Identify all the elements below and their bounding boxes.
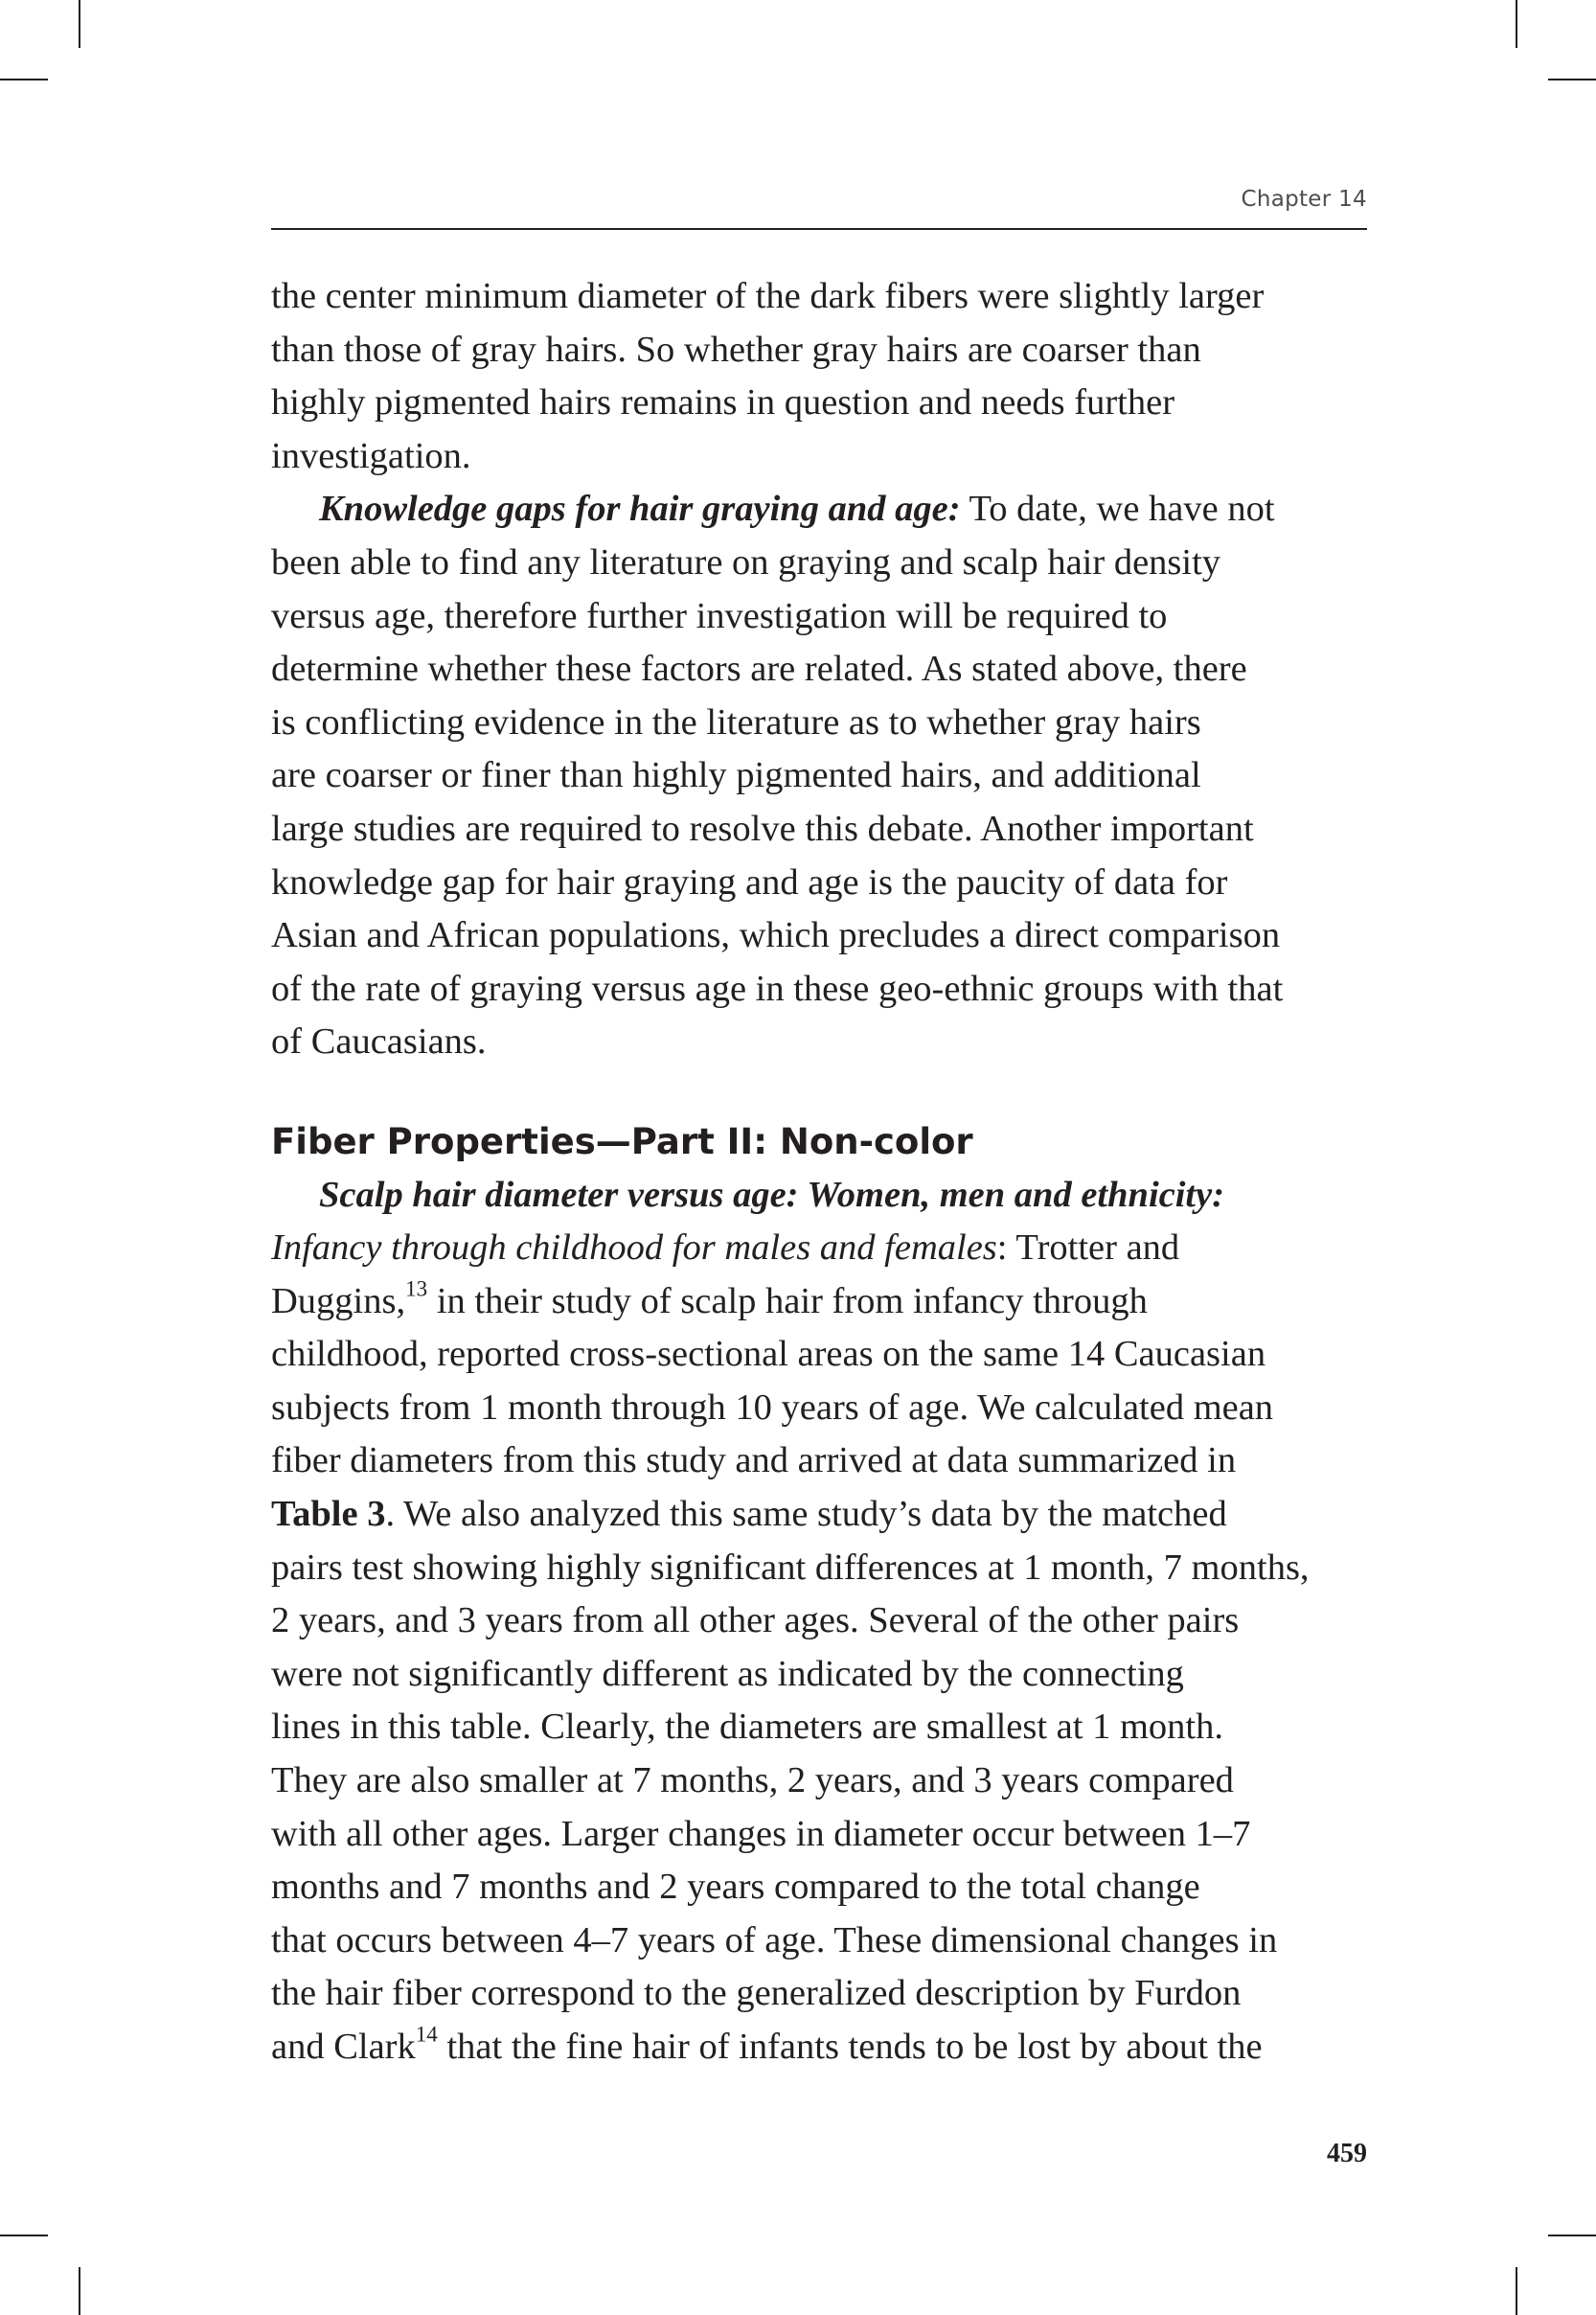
text-line: than those of gray hairs. So whether gray hairs are coarser than — [271, 329, 1201, 370]
text-line: Asian and African populations, which precludes a direct comparison — [271, 915, 1281, 956]
text-line: versus age, therefore further investigation will be required to — [271, 595, 1168, 636]
text-line: of Caucasians. — [271, 1021, 487, 1063]
text-line: the center minimum diameter of the dark fibers were slightly larger — [271, 276, 1265, 316]
text-run: . We also analyzed this same study’s data by the matched — [385, 1494, 1227, 1535]
text-line: been able to find any literature on graying and scalp hair density — [271, 541, 1221, 583]
text-run: : Trotter and — [996, 1227, 1180, 1269]
crop-mark-bottom-right-horizontal — [1548, 2235, 1596, 2236]
text-line: is conflicting evidence in the literature as to whether gray hairs — [271, 701, 1201, 743]
text-line: knowledge gap for hair graying and age is the paucity of data for — [271, 861, 1228, 903]
crop-mark-top-left-vertical — [79, 0, 80, 48]
reference-13: 13 — [405, 1275, 428, 1301]
crop-mark-bottom-right-vertical — [1516, 2267, 1517, 2315]
text-line: with all other ages. Larger changes in diameter occur between 1–7 — [271, 1813, 1251, 1854]
text-line: pairs test showing highly significant differences at 1 month, 7 months, — [271, 1547, 1310, 1588]
text-line: lines in this table. Clearly, the diameters are smallest at 1 month. — [271, 1707, 1223, 1748]
reference-14: 14 — [415, 2021, 438, 2047]
text-line: of the rate of graying versus age in these geo-ethnic groups with that — [271, 968, 1284, 1009]
body-text — [271, 270, 1367, 2074]
page-number: 459 — [1327, 2139, 1367, 2168]
text-run: that the fine hair of infants tends to be lost by about the — [437, 2027, 1263, 2067]
text-line: subjects from 1 month through 10 years of age. We calculated mean — [271, 1387, 1274, 1428]
crop-mark-bottom-left-vertical — [79, 2267, 80, 2315]
section-heading: Fiber Properties—Part II: Non-color — [271, 1120, 973, 1162]
paragraph-2 — [271, 483, 1367, 1069]
text-line: large studies are required to resolve this debate. Another important — [271, 808, 1254, 849]
text-line — [271, 2021, 1367, 2074]
paragraph-1 — [271, 270, 1367, 483]
crop-mark-top-right-vertical — [1516, 0, 1517, 48]
text-line: the hair fiber correspond to the generalized description by Furdon — [271, 1973, 1242, 2014]
text-line: were not significantly different as indicated by the connecting — [271, 1653, 1184, 1694]
text-line — [271, 483, 1367, 537]
crop-mark-bottom-left-horizontal — [0, 2235, 48, 2236]
text-line: childhood, reported cross-sectional areas on the same 14 Caucasian — [271, 1334, 1266, 1375]
run-in-heading: Knowledge gaps for hair graying and age: — [319, 489, 961, 530]
text-line: investigation. — [271, 435, 471, 476]
text-line: fiber diameters from this study and arrived at data summarized in — [271, 1440, 1237, 1481]
text-line — [271, 1222, 1367, 1275]
text-line: highly pigmented hairs remains in question and needs further — [271, 382, 1175, 424]
text-run: in their study of scalp hair from infancy through — [427, 1280, 1148, 1321]
crop-mark-top-right-horizontal — [1548, 79, 1596, 80]
text-line: months and 7 months and 2 years compared to the total change — [271, 1867, 1200, 1908]
table-reference: Table 3 — [271, 1494, 386, 1535]
crop-mark-top-left-horizontal — [0, 79, 48, 80]
header-rule — [271, 228, 1367, 230]
paragraph-3 — [271, 1169, 1367, 2074]
text-line: determine whether these factors are related. As stated above, there — [271, 649, 1247, 690]
running-head: Chapter 14 — [1241, 187, 1367, 212]
text-run: Duggins, — [271, 1280, 406, 1321]
text-line: They are also smaller at 7 months, 2 years, and 3 years compared — [271, 1760, 1234, 1801]
text-line: that occurs between 4–7 years of age. These dimensional changes in — [271, 1919, 1278, 1960]
text-line: 2 years, and 3 years from all other ages. Several of the other pairs — [271, 1600, 1240, 1641]
text-run: To date, we have not — [960, 489, 1275, 530]
text-line: are coarser or finer than highly pigmented hairs, and additional — [271, 755, 1201, 796]
italic-run: Infancy through childhood for males and females — [271, 1227, 997, 1269]
text-line — [271, 1275, 1367, 1329]
text-run: and Clark — [271, 2027, 416, 2067]
run-in-heading: Scalp hair diameter versus age: Women, men and ethnicity: — [319, 1174, 1225, 1215]
text-line — [271, 1488, 1367, 1542]
